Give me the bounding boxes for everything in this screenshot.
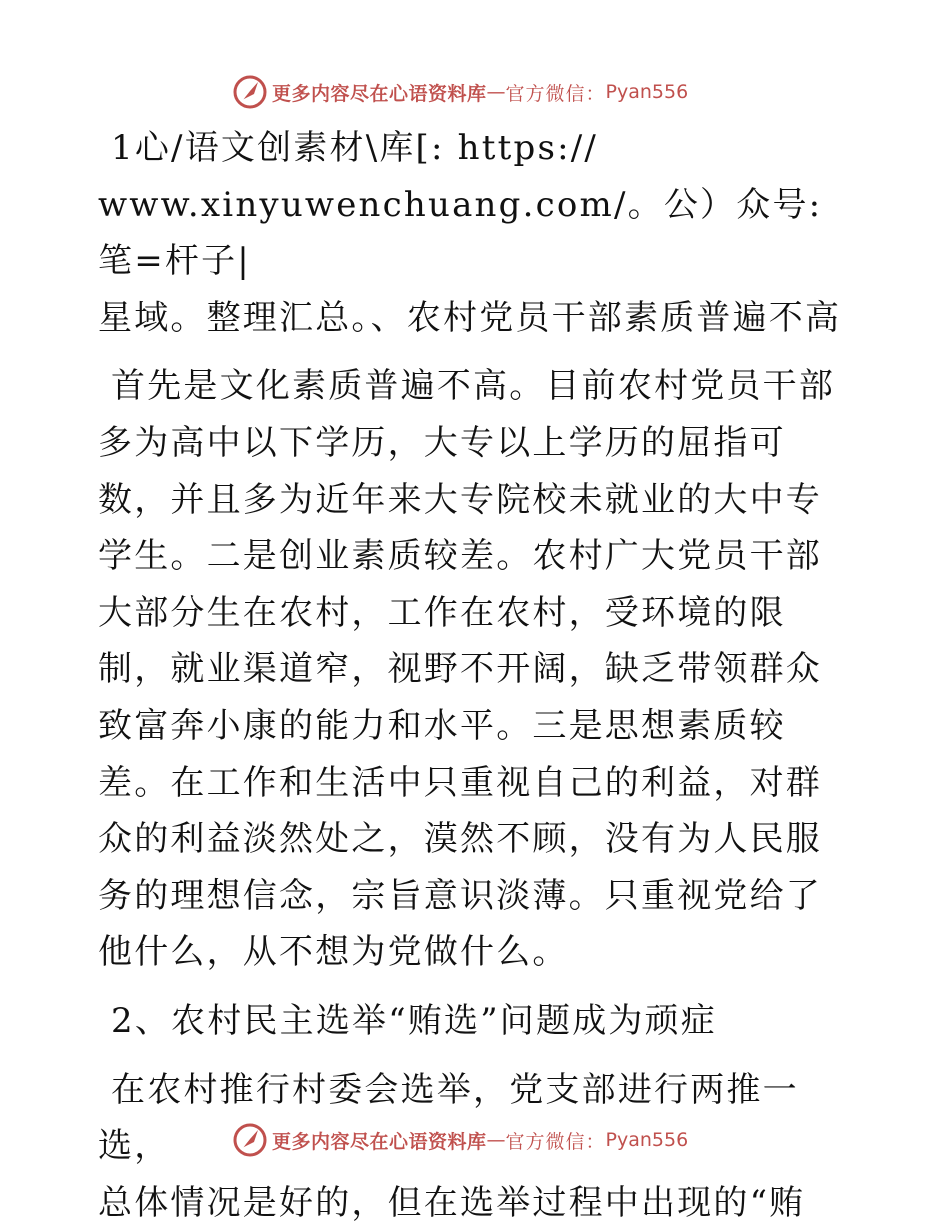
watermark-banner-top [232, 72, 688, 112]
paragraph-quality: 首先是文化素质普遍不高。目前农村党员干部多为高中以下学历，大专以上学历的屈指可数，并且多为近年来大专院校未就业的大中专学生。二是创业素质较差。农村广大党员干部大部分生在农村，工作在农村，受环境的限制，就业渠道窄，视野不开阔，缺乏带领群众致富奔小康的能力和水平。三是思想素质较差。在工作和生活中只重视自己的利益，对群众的利益淡然处之，漠然不顾，没有为人民服务的理想信念，宗旨意识淡薄。只重视党给了他什么，从不想为党做什么。 [98, 358, 858, 981]
watermark-separator: — [487, 1129, 506, 1151]
watermark-wechat-id: Pyan556 [606, 1129, 689, 1151]
paragraph-intro: 1心/语文创素材\库[: https:// www.xinyuwenchuang.com/。公）众号: 笔=杆子| 星域。整理汇总。、农村党员干部素质普遍不高 [98, 120, 858, 346]
watermark-wechat-id: Pyan556 [606, 81, 689, 103]
watermark-brand-text: 更多内容尽在心语资料库 [272, 79, 487, 106]
quill-logo-icon [232, 1122, 268, 1158]
document-body [98, 120, 858, 1231]
section-heading-bribery: 2、农村民主选举“贿选”问题成为顽症 [98, 993, 858, 1050]
watermark-official-label: 官方微信： [506, 1127, 606, 1154]
watermark-separator: — [487, 81, 506, 103]
paragraph-election: 在农村推行村委会选举，党支部进行两推一选， 总体情况是好的，但在选举过程中出现的“贿 [98, 1062, 858, 1231]
quill-logo-icon [232, 74, 268, 110]
watermark-official-label: 官方微信： [506, 79, 606, 106]
watermark-banner-bottom [232, 1120, 688, 1160]
watermark-brand-text: 更多内容尽在心语资料库 [272, 1127, 487, 1154]
